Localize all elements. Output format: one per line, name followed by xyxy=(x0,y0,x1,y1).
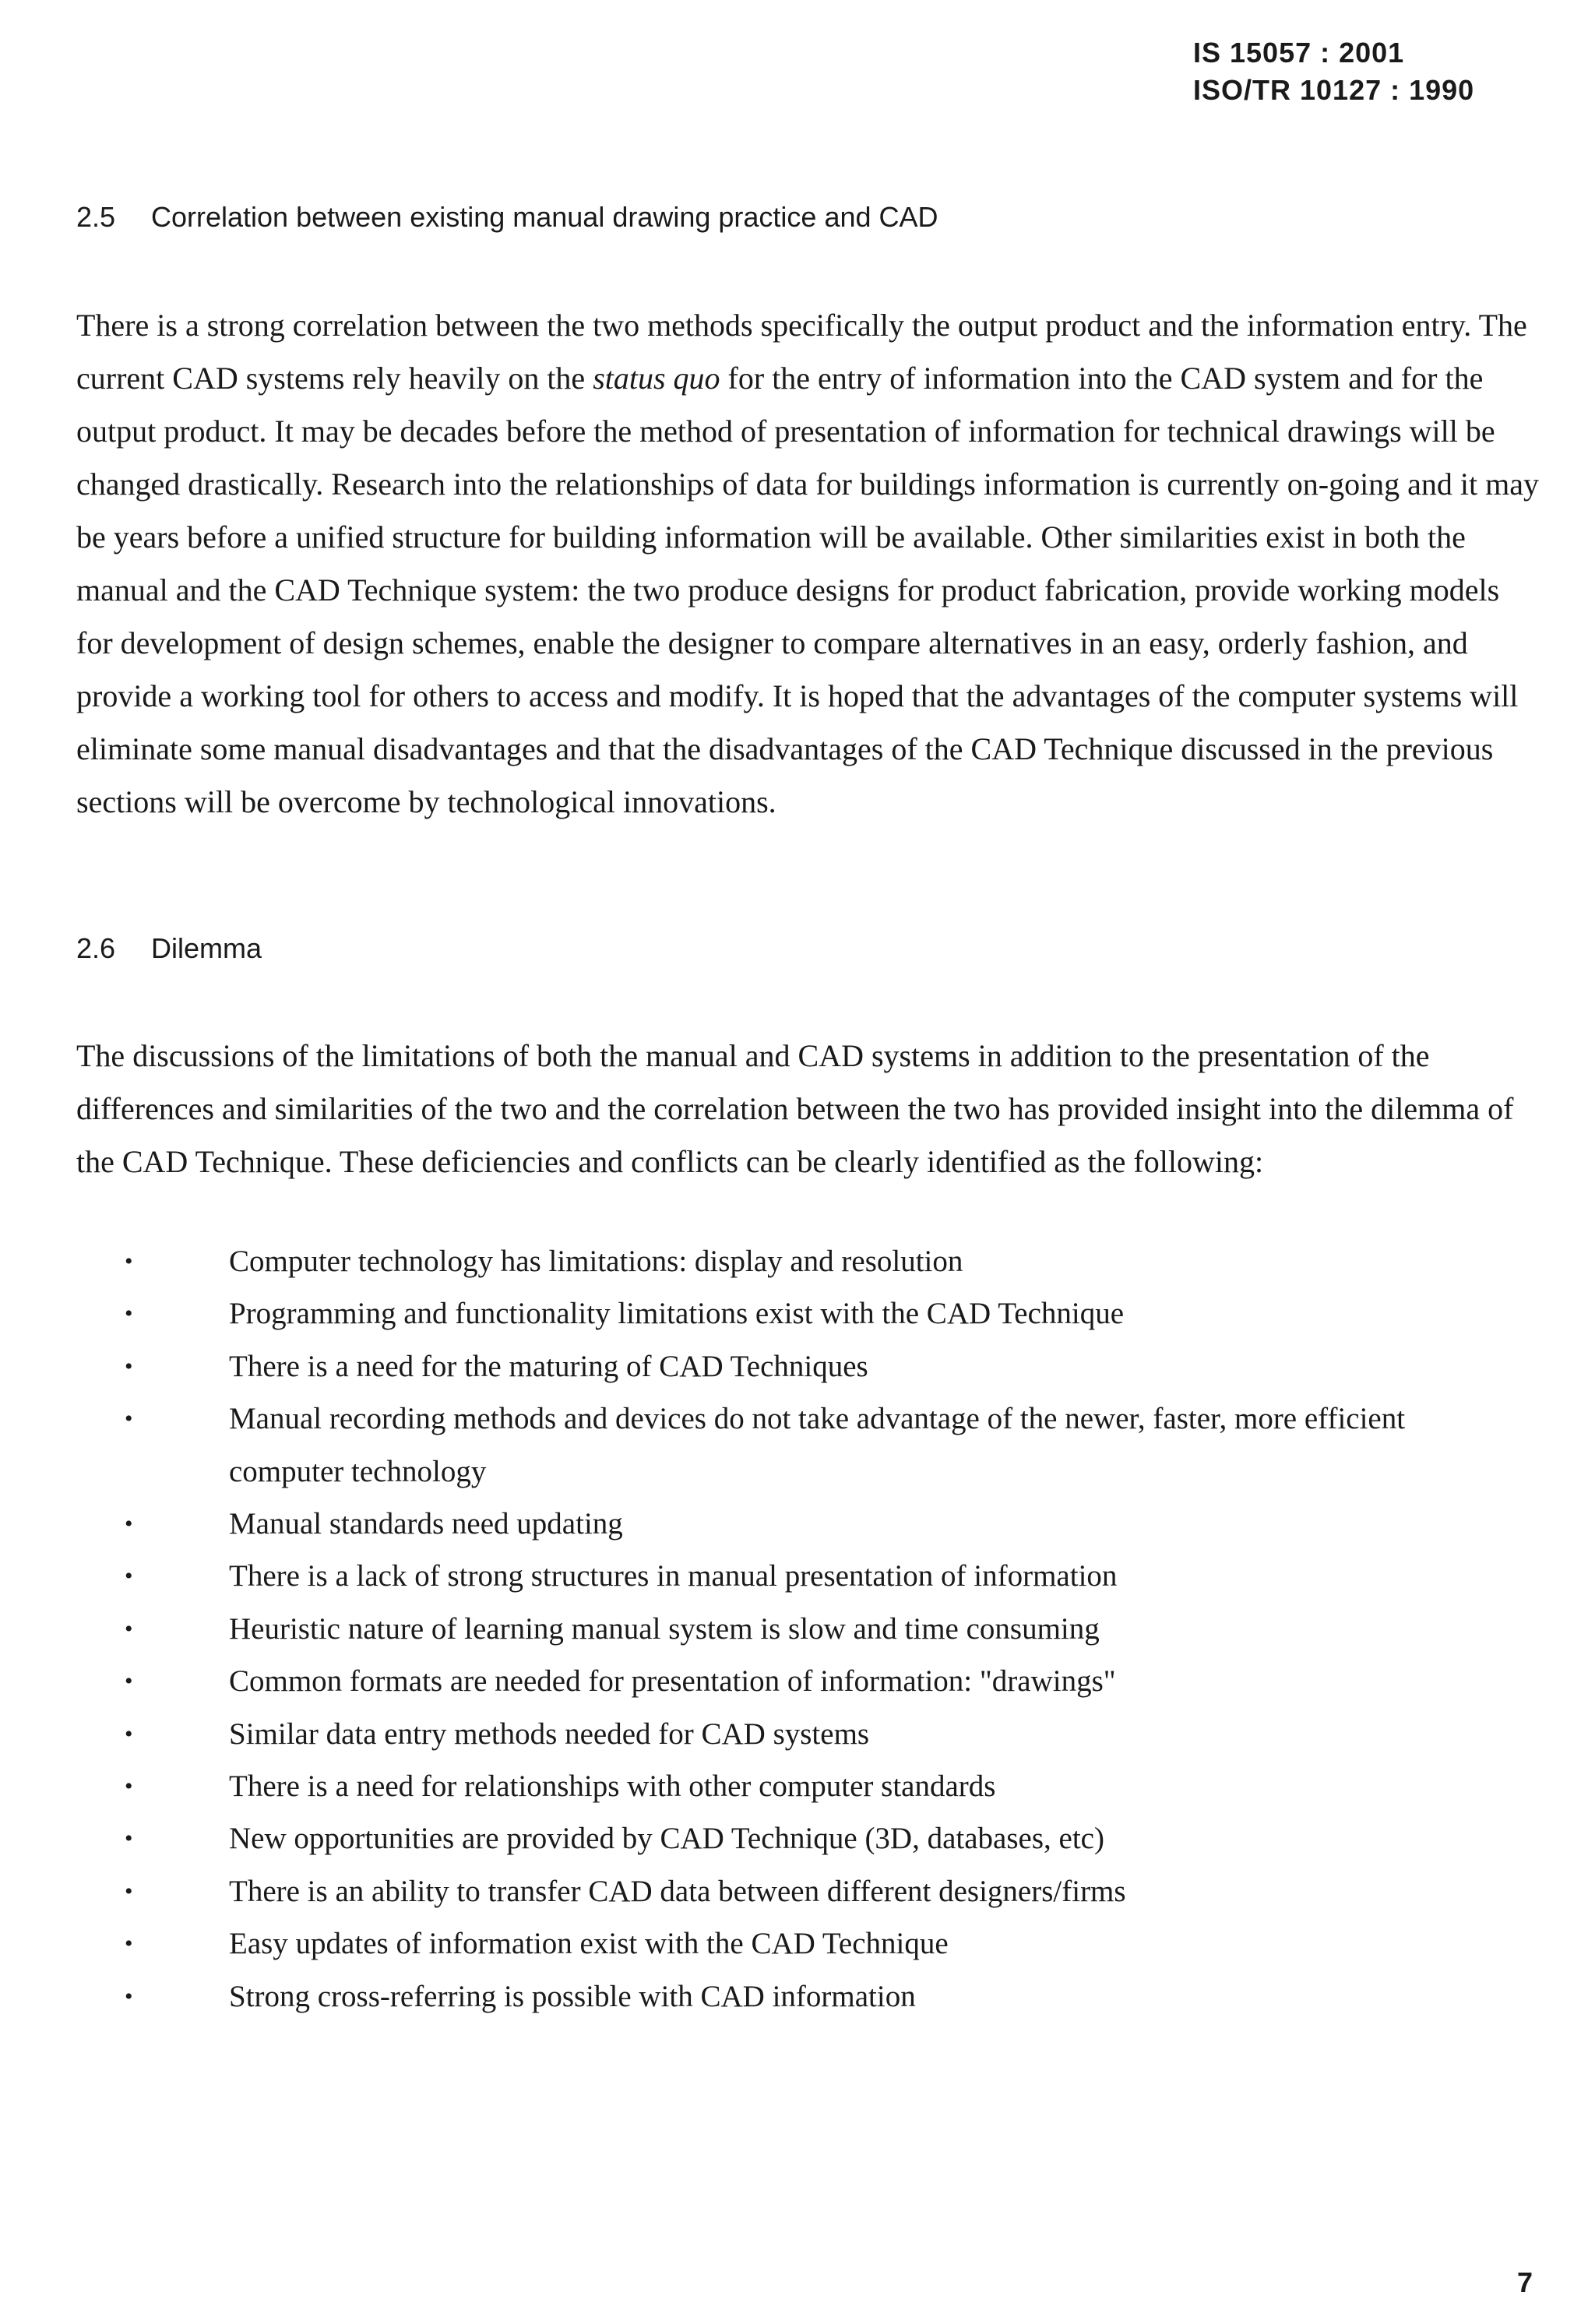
section-title: Dilemma xyxy=(151,932,262,964)
bullet-item xyxy=(0,1812,1475,1864)
bullet-text: Common formats are needed for presentation of information: "drawings" xyxy=(229,1664,1116,1699)
section-2-6-paragraph: The discussions of the limitations of both the manual and CAD systems in addition to the presentation of the differences and similarities of the two and the correlation between the two has provided insight into the dilemma of the CAD Technique. These deficiencies and conflicts can be clearly identified as the following: xyxy=(76,1038,1514,1179)
bullet-item xyxy=(0,1287,1475,1340)
italic-term: status quo xyxy=(593,361,720,396)
bullet-dot-icon: • xyxy=(125,1983,133,2009)
bullet-text: Easy updates of information exist with the CAD Technique xyxy=(229,1927,949,1961)
bullet-dot-icon: • xyxy=(125,1931,133,1957)
bullet-text: Strong cross-referring is possible with CAD information xyxy=(229,1979,916,2013)
bullet-item xyxy=(0,1340,1475,1393)
bullet-dot-icon: • xyxy=(125,1720,133,1747)
standard-number-is: IS 15057 : 2001 xyxy=(1193,37,1405,69)
bullet-text: Manual standards need updating xyxy=(229,1507,623,1541)
bullet-item xyxy=(0,1655,1475,1707)
bullet-text: Programming and functionality limitations exist with the CAD Technique xyxy=(229,1297,1125,1331)
bullet-text: There is a lack of strong structures in manual presentation of information xyxy=(229,1559,1118,1593)
bullet-dot-icon: • xyxy=(125,1773,133,1800)
section-heading-2-6 xyxy=(76,931,262,966)
bullet-dot-icon: • xyxy=(125,1668,133,1695)
bullet-text: Computer technology has limitations: display and resolution xyxy=(229,1245,963,1278)
bullet-text: There is a need for the maturing of CAD Techniques xyxy=(229,1349,868,1383)
bullet-dot-icon: • xyxy=(125,1406,133,1432)
bullet-text: Manual recording methods and devices do not take advantage of the newer, faster, more efficient computer technology xyxy=(229,1402,1406,1488)
paragraph-text-part-1: There is a strong correlation between the two methods specifically the output product and the information entry. The current CAD systems rely heavily on the xyxy=(76,308,1527,396)
section-number: 2.6 xyxy=(76,932,116,964)
bullet-dot-icon: • xyxy=(125,1248,133,1274)
bullet-text: There is an ability to transfer CAD data between different designers/firms xyxy=(229,1874,1126,1908)
bullet-item xyxy=(0,1760,1475,1812)
bullet-text: There is a need for relationships with other computer standards xyxy=(229,1769,996,1804)
bullet-text: Heuristic nature of learning manual system is slow and time consuming xyxy=(229,1611,1100,1646)
section-title: Correlation between existing manual drawing practice and CAD xyxy=(151,201,938,233)
bullet-item xyxy=(0,1235,1475,1287)
bullet-dot-icon: • xyxy=(125,1826,133,1852)
paragraph-text-part-2: for the entry of information into the CAD system and for the output product. It may be decades before the method of presentation of information for technical drawings will be changed drastically. Research into the relationships of data for buildings information is currently on-going and it may be years before a unified structure for building information will be available. Other similarities exist in both the manual and the CAD Technique system: the two produce designs for product fabrication, provide working models for development of design schemes, enable the designer to compare alternatives in an easy, orderly fashion, and provide a working tool for others to access and modify. It is hoped that the advantages of the computer systems will eliminate some manual disadvantages and that the disadvantages of the CAD Technique discussed in the previous sections will be overcome by technological innovations. xyxy=(76,361,1540,819)
dilemma-bullet-list xyxy=(0,1235,1595,2023)
bullet-dot-icon: • xyxy=(125,1511,133,1537)
page-number: 7 xyxy=(1517,2266,1533,2298)
bullet-item xyxy=(0,1498,1475,1550)
bullet-dot-icon: • xyxy=(125,1301,133,1327)
bullet-item xyxy=(0,1603,1475,1655)
bullet-dot-icon: • xyxy=(125,1563,133,1590)
bullet-item xyxy=(0,1708,1475,1760)
bullet-text: Similar data entry methods needed for CAD systems xyxy=(229,1717,870,1751)
standard-number-iso: ISO/TR 10127 : 1990 xyxy=(1193,74,1475,106)
standard-designation xyxy=(1193,34,1474,109)
bullet-dot-icon: • xyxy=(125,1353,133,1379)
bullet-item xyxy=(0,1865,1475,1917)
bullet-item xyxy=(0,1393,1475,1498)
section-heading-2-5 xyxy=(76,200,938,234)
bullet-item xyxy=(0,1550,1475,1602)
bullet-item xyxy=(0,1970,1475,2023)
bullet-dot-icon: • xyxy=(125,1878,133,1904)
section-number: 2.5 xyxy=(76,201,116,233)
bullet-text: New opportunities are provided by CAD Technique (3D, databases, etc) xyxy=(229,1822,1104,1856)
bullet-item xyxy=(0,1917,1475,1970)
bullet-dot-icon: • xyxy=(125,1615,133,1642)
section-2-5-paragraph xyxy=(76,299,1540,829)
